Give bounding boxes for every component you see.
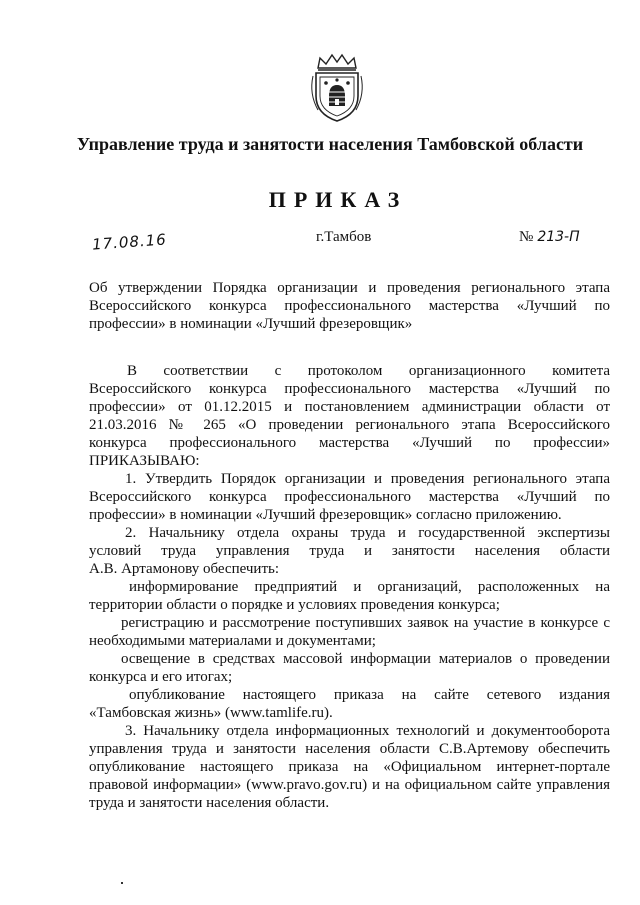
- document-number: [519, 229, 580, 246]
- order-keyword: ПРИКАЗЫВАЮ:: [89, 453, 200, 469]
- organization-title: Управление труда и занятости населения Тамбовской области: [76, 134, 584, 154]
- body-line: В соответствии с протоколом организационного комитета: [127, 363, 610, 379]
- scan-dot-mark: [121, 882, 123, 884]
- body-line: 2. Начальнику отдела охраны труда и государственной экспертизы: [125, 525, 610, 541]
- subject-line: Об утверждении Порядка организации и проведения регионального этапа: [89, 280, 610, 296]
- body-line: Всероссийского конкурса профессионального мастерства «Лучший по: [89, 489, 610, 505]
- body-line: 1. Утвердить Порядок организации и проведения регионального этапа: [125, 471, 610, 487]
- body-line: конкурса профессионального мастерства «Лучший по профессии»: [89, 435, 610, 451]
- body-line: опубликование настоящего приказа на сайте сетевого издания: [129, 687, 610, 703]
- coat-of-arms-emblem: [306, 52, 368, 124]
- body-line: управления труда и занятости населения области С.В.Артемову обеспечить: [89, 741, 610, 757]
- body-line: освещение в средствах массовой информации материалов о проведении: [121, 651, 610, 667]
- body-line: конкурса и его итогах;: [89, 669, 233, 685]
- body-line: опубликование настоящего приказа на «Официальном интернет-портале: [89, 759, 610, 775]
- document-body: [89, 362, 610, 812]
- handwritten-number: 213-П: [537, 229, 580, 245]
- body-line: «Тамбовская жизнь» (www.tamlife.ru).: [89, 705, 333, 721]
- body-line: 21.03.2016 № 265 «О проведении регионального этапа Всероссийского: [89, 417, 610, 433]
- body-line: правовой информации» (www.pravo.gov.ru) и на официальном сайте управления: [89, 777, 610, 793]
- body-line: Всероссийского конкурса профессионального мастерства «Лучший по: [89, 381, 610, 397]
- body-line: условий труда управления труда и занятости населения области: [89, 543, 610, 559]
- number-prefix: №: [519, 229, 534, 245]
- handwritten-date: 17.08.16: [91, 230, 168, 254]
- subject-line: Всероссийского конкурса профессионального мастерства «Лучший по: [89, 298, 610, 314]
- document-type-title: ПРИКАЗ: [268, 187, 408, 212]
- body-line: профессии» от 01.12.2015 и постановлением администрации области от: [89, 399, 610, 415]
- body-line: регистрацию и рассмотрение поступивших заявок на участие в конкурсе с: [121, 615, 610, 631]
- body-line: труда и занятости населения области.: [89, 795, 330, 811]
- body-line: 3. Начальнику отдела информационных технологий и документооборота: [125, 723, 610, 739]
- body-line: А.В. Артамонову обеспечить:: [89, 561, 280, 577]
- body-line: профессии» в номинации «Лучший фрезеровщик» согласно приложению.: [89, 507, 562, 523]
- subject-line: профессии» в номинации «Лучший фрезеровщик»: [89, 316, 413, 332]
- document-subject: [89, 279, 610, 333]
- body-line: информирование предприятий и организаций, расположенных на: [129, 579, 610, 595]
- body-line: необходимыми материалами и документами;: [89, 633, 376, 649]
- body-line: территории области о порядке и условиях проведения конкурса;: [89, 597, 500, 613]
- city-label: г.Тамбов: [316, 229, 372, 245]
